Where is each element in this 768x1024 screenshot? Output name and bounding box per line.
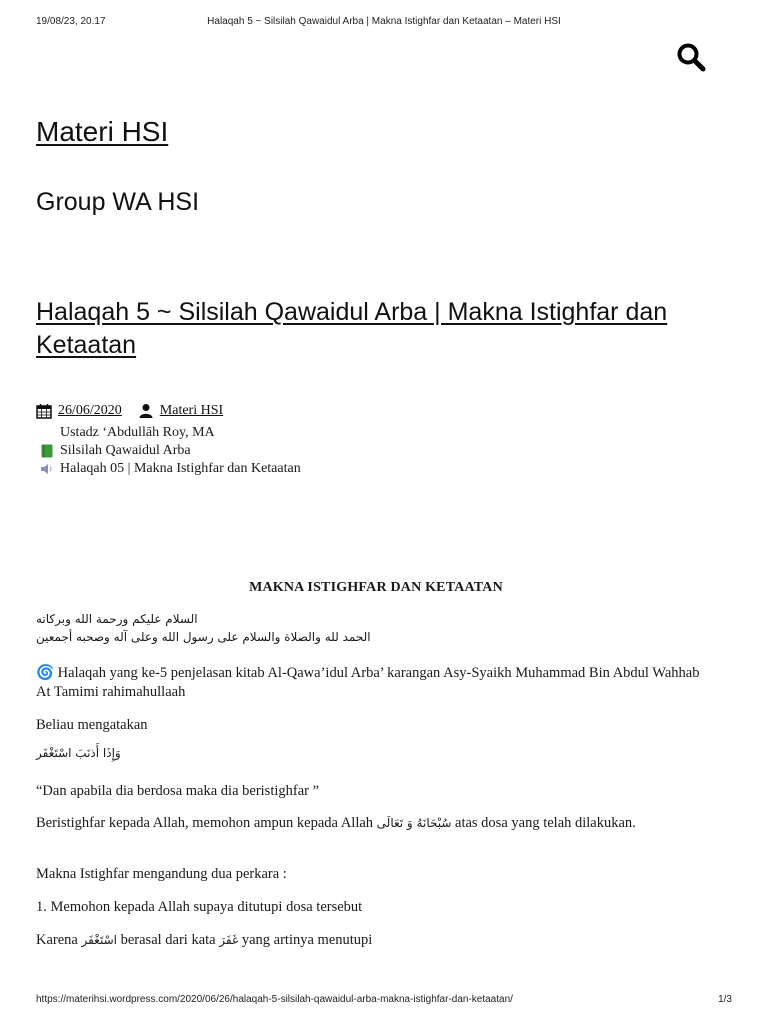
paragraph-point-1: 1. Memohon kepada Allah supaya ditutupi dosa tersebut (36, 899, 363, 915)
search-icon[interactable] (676, 42, 706, 72)
user-icon (138, 403, 154, 419)
print-page-title: Halaqah 5 ~ Silsilah Qawaidul Arba | Makna Istighfar dan Ketaatan – Materi HSI (207, 16, 561, 27)
speaker-icon (40, 462, 54, 476)
arabic-hamd: الحمد لله والصلاة والسلام على رسول الله وعلى آله وصحبه أجمعين (36, 630, 371, 644)
site-tagline: Group WA HSI (36, 188, 200, 216)
post-date-link[interactable]: 26/06/2020 (58, 403, 122, 418)
istighfar-text-a: Beristighfar kepada Allah, memohon ampun kepada Allah (36, 815, 374, 831)
karena-arabic-1: اسْتَغْفَر (81, 933, 117, 947)
arabic-quote: وَإِذَا أَذنَبَ اسْتَغْفَر (36, 746, 121, 760)
print-page-number: 1/3 (718, 994, 732, 1005)
calendar-icon (36, 403, 52, 419)
paragraph-beliau: Beliau mengatakan (36, 717, 148, 733)
ustadz-line: Ustadz ‘Abdullāh Roy, MA (60, 425, 215, 440)
karena-arabic-2: غَفَرَ (219, 933, 239, 947)
paragraph-intro: 🌀 Halaqah yang ke-5 penjelasan kitab Al-Qawa’idul Arba’ karangan Asy-Syaikh Muhammad Bin Abdul Wahhab At Tamimi rahimahullaah (36, 665, 700, 700)
paragraph-karena (36, 931, 716, 950)
istighfar-arabic: سُبْحَانَهُ وَ تَعَالَى (376, 816, 452, 830)
arabic-salam: السلام عليكم ورحمة الله وبركاته (36, 612, 198, 626)
content-heading: MAKNA ISTIGHFAR DAN KETAATAN (249, 580, 503, 595)
karena-text-c: yang artinya menutupi (241, 932, 373, 948)
post-intro (40, 424, 301, 478)
print-url: https://materihsi.wordpress.com/2020/06/26/halaqah-5-silsilah-qawaidul-arba-makna-istighfar-dan-ketaatan/ (36, 994, 513, 1005)
episode-line: Halaqah 05 | Makna Istighfar dan Ketaatan (60, 461, 301, 476)
post-title-link[interactable]: Halaqah 5 ~ Silsilah Qawaidul Arba | Makna Istighfar dan Ketaatan (36, 298, 668, 359)
paragraph-istighfar (36, 814, 716, 833)
site-title-link[interactable]: Materi HSI (36, 116, 169, 147)
print-footer (36, 994, 732, 1005)
paragraph-makna: Makna Istighfar mengandung dua perkara : (36, 866, 287, 882)
post-meta (36, 402, 223, 420)
karena-text-b: berasal dari kata (120, 932, 216, 948)
print-datetime: 19/08/23, 20.17 (36, 16, 106, 27)
karena-text-a: Karena (36, 932, 78, 948)
series-line: Silsilah Qawaidul Arba (60, 443, 191, 458)
post-author-link[interactable]: Materi HSI (159, 403, 224, 418)
istighfar-text-b: atas dosa yang telah dilakukan. (455, 815, 636, 831)
green-book-icon (40, 444, 54, 458)
paragraph-translation: “Dan apabila dia berdosa maka dia beristighfar ” (36, 783, 320, 799)
